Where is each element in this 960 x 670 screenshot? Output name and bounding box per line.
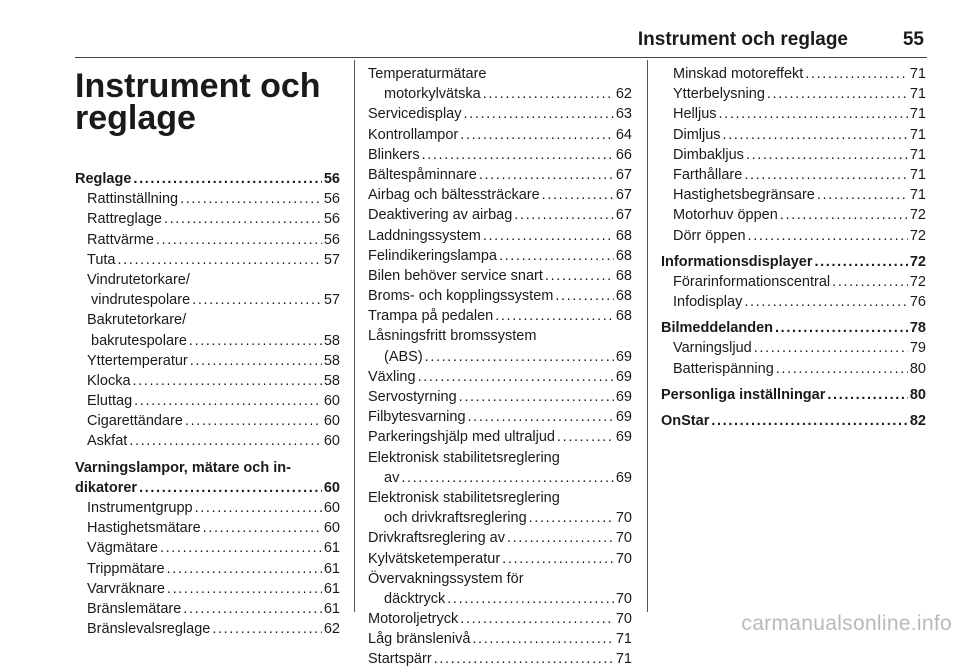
toc-entry-title: Temperaturmätare bbox=[368, 66, 487, 82]
toc-entry-page: 69 bbox=[615, 368, 632, 385]
dot-leader bbox=[499, 246, 614, 266]
toc-entry[interactable] bbox=[661, 338, 926, 358]
toc-entry[interactable] bbox=[661, 84, 926, 104]
toc-entry-title: Klocka bbox=[87, 372, 131, 389]
toc-entry-title: Elektronisk stabilitetsreglering bbox=[368, 449, 560, 466]
toc-entry-title: Bilmeddelanden bbox=[661, 320, 773, 337]
column-divider-2 bbox=[647, 60, 648, 612]
toc-entry-page: 61 bbox=[323, 580, 340, 597]
toc-entry[interactable] bbox=[661, 64, 926, 84]
dot-leader bbox=[827, 385, 907, 405]
toc-entry-page: 71 bbox=[909, 66, 926, 82]
toc-entry[interactable] bbox=[75, 169, 340, 189]
toc-entry[interactable] bbox=[661, 385, 926, 405]
toc-entry-title: Filbytesvarning bbox=[368, 409, 466, 426]
toc-entry-title: Kylvätsketemperatur bbox=[368, 550, 501, 567]
header-divider bbox=[75, 57, 927, 58]
dot-leader bbox=[425, 347, 614, 367]
toc-entry[interactable] bbox=[368, 205, 632, 225]
toc-entry[interactable] bbox=[368, 266, 632, 286]
dot-leader bbox=[748, 226, 908, 246]
toc-entry-page: 80 bbox=[909, 386, 926, 403]
toc-entry[interactable] bbox=[75, 498, 340, 518]
toc-entry[interactable] bbox=[368, 64, 632, 84]
dot-leader bbox=[195, 498, 322, 518]
toc-entry-title: Vägmätare bbox=[87, 540, 158, 557]
toc-entry[interactable] bbox=[661, 104, 926, 124]
toc-entry-page: 70 bbox=[615, 530, 632, 547]
toc-entry[interactable] bbox=[368, 468, 632, 488]
toc-entry[interactable] bbox=[75, 619, 340, 639]
dot-leader bbox=[744, 165, 908, 185]
toc-entry-page: 70 bbox=[615, 510, 632, 527]
toc-entry[interactable] bbox=[75, 209, 340, 229]
toc-entry-title: Felindikeringslampa bbox=[368, 247, 497, 264]
toc-entry[interactable] bbox=[661, 252, 926, 272]
toc-entry[interactable] bbox=[368, 347, 632, 367]
toc-entry-page: 60 bbox=[323, 500, 340, 516]
toc-entry[interactable] bbox=[661, 165, 926, 185]
toc-entry-page: 69 bbox=[615, 389, 632, 405]
toc-entry-page: 80 bbox=[909, 360, 926, 377]
toc-entry-page: 68 bbox=[615, 267, 632, 284]
dot-leader bbox=[160, 538, 322, 558]
toc-entry-title: Trippmätare bbox=[87, 560, 165, 577]
toc-entry[interactable] bbox=[75, 290, 340, 310]
toc-entry[interactable] bbox=[368, 589, 632, 609]
toc-entry[interactable] bbox=[368, 549, 632, 569]
dot-leader bbox=[133, 371, 322, 391]
toc-entry-title: Dimbakljus bbox=[673, 146, 744, 163]
toc-entry[interactable] bbox=[661, 272, 926, 292]
toc-entry[interactable] bbox=[368, 367, 632, 387]
toc-entry[interactable] bbox=[75, 538, 340, 558]
dot-leader bbox=[134, 391, 322, 411]
toc-entry[interactable] bbox=[368, 528, 632, 548]
toc-entry-title: Övervakningssystem för bbox=[368, 570, 524, 587]
toc-entry-title: Askfat bbox=[87, 433, 128, 450]
toc-list-2 bbox=[368, 64, 632, 670]
toc-entry-page: 58 bbox=[323, 332, 340, 349]
dot-leader bbox=[472, 629, 613, 649]
toc-entry-title: Blinkers bbox=[368, 146, 420, 163]
toc-entry-title: Bränslevalsreglage bbox=[87, 621, 211, 638]
chapter-title: Instrument och reglage bbox=[75, 67, 321, 137]
toc-entry-title: Bakrutetorkare/ bbox=[87, 312, 187, 329]
toc-entry-title: Ytterbelysning bbox=[673, 86, 765, 103]
toc-entry-page: 71 bbox=[909, 86, 926, 103]
toc-entry[interactable] bbox=[368, 649, 632, 669]
toc-entry-page: 71 bbox=[615, 631, 632, 648]
toc-entry-page: 78 bbox=[909, 320, 926, 337]
toc-entry[interactable] bbox=[368, 185, 632, 205]
toc-entry[interactable] bbox=[75, 391, 340, 411]
toc-entry[interactable] bbox=[75, 411, 340, 431]
toc-entry[interactable] bbox=[368, 165, 632, 185]
toc-entry[interactable] bbox=[75, 250, 340, 270]
toc-entry-title: Reglage bbox=[75, 171, 132, 187]
toc-entry[interactable] bbox=[368, 629, 632, 649]
toc-entry[interactable] bbox=[75, 189, 340, 209]
toc-entry-title: Cigarettändare bbox=[87, 413, 183, 430]
toc-entry-page: 82 bbox=[909, 413, 926, 429]
toc-entry-title: Rattinställning bbox=[87, 191, 179, 208]
toc-entry-page: 68 bbox=[615, 247, 632, 264]
dot-leader bbox=[483, 84, 614, 104]
toc-entry-title: Elektronisk stabilitetsreglering bbox=[368, 489, 560, 506]
toc-entry-title: Startspärr bbox=[368, 651, 432, 668]
toc-entry-page: 71 bbox=[909, 187, 926, 204]
toc-entry[interactable] bbox=[368, 488, 632, 508]
toc-entry-title: Infodisplay bbox=[673, 294, 743, 311]
dot-leader bbox=[776, 359, 908, 379]
toc-entry[interactable] bbox=[661, 411, 926, 431]
toc-entry-title: och drivkraftsreglering bbox=[384, 510, 527, 527]
toc-list-1 bbox=[75, 169, 340, 639]
toc-entry[interactable] bbox=[661, 125, 926, 145]
dot-leader bbox=[744, 292, 908, 312]
dot-leader bbox=[464, 104, 614, 124]
dot-leader bbox=[723, 125, 908, 145]
dot-leader bbox=[502, 549, 614, 569]
toc-entry-page: 69 bbox=[615, 469, 632, 486]
toc-entry[interactable] bbox=[75, 579, 340, 599]
toc-entry-page: 72 bbox=[909, 227, 926, 244]
toc-entry-title: Broms- och kopplingssystem bbox=[368, 288, 554, 305]
toc-entry-title: Servicedisplay bbox=[368, 106, 462, 123]
toc-entry-title: Dimljus bbox=[673, 126, 721, 143]
toc-entry-page: 79 bbox=[909, 340, 926, 357]
toc-entry[interactable] bbox=[368, 569, 632, 589]
toc-entry-page: 56 bbox=[323, 191, 340, 208]
toc-entry-title: Batterispänning bbox=[673, 360, 774, 377]
toc-entry-title: bakrutespolare bbox=[91, 332, 187, 349]
dot-leader bbox=[767, 84, 908, 104]
dot-leader bbox=[557, 427, 614, 447]
dot-leader bbox=[495, 306, 614, 326]
toc-entry-page: 60 bbox=[323, 479, 340, 496]
dot-leader bbox=[129, 431, 322, 451]
dot-leader bbox=[754, 338, 908, 358]
toc-entry-page: 70 bbox=[615, 590, 632, 607]
toc-entry[interactable] bbox=[368, 246, 632, 266]
dot-leader bbox=[164, 209, 322, 229]
toc-entry-title: OnStar bbox=[661, 413, 710, 429]
toc-entry-page: 66 bbox=[615, 146, 632, 163]
toc-entry-page: 56 bbox=[323, 211, 340, 228]
column-divider-1 bbox=[354, 60, 355, 612]
toc-entry-page: 67 bbox=[615, 166, 632, 183]
toc-entry[interactable] bbox=[368, 427, 632, 447]
dot-leader bbox=[401, 468, 614, 488]
toc-entry[interactable] bbox=[368, 326, 632, 346]
dot-leader bbox=[775, 318, 908, 338]
dot-leader bbox=[447, 589, 614, 609]
dot-leader bbox=[555, 286, 614, 306]
toc-entry-title: Servostyrning bbox=[368, 389, 457, 405]
toc-entry-title: Laddningssystem bbox=[368, 227, 481, 244]
toc-entry-page: 64 bbox=[615, 126, 632, 143]
dot-leader bbox=[507, 528, 614, 548]
toc-entry[interactable] bbox=[661, 226, 926, 246]
toc-entry-title: Växling bbox=[368, 368, 416, 385]
toc-entry[interactable] bbox=[75, 559, 340, 579]
dot-leader bbox=[460, 609, 614, 629]
dot-leader bbox=[711, 411, 908, 431]
toc-entry-title: Rattreglage bbox=[87, 211, 162, 228]
toc-entry-page: 68 bbox=[615, 288, 632, 305]
toc-entry-title: Minskad motoreffekt bbox=[673, 66, 804, 82]
toc-entry-title: Eluttag bbox=[87, 393, 133, 410]
dot-leader bbox=[780, 205, 908, 225]
toc-entry-page: 68 bbox=[615, 308, 632, 325]
toc-entry-page: 57 bbox=[323, 292, 340, 309]
toc-entry-page: 60 bbox=[323, 433, 340, 450]
toc-entry-title: Vindrutetorkare/ bbox=[87, 271, 190, 288]
dot-leader bbox=[479, 165, 614, 185]
toc-entry[interactable] bbox=[75, 518, 340, 538]
toc-entry-page: 62 bbox=[615, 86, 632, 103]
toc-entry-title: Deaktivering av airbag bbox=[368, 207, 513, 224]
toc-entry-page: 68 bbox=[615, 227, 632, 244]
toc-entry[interactable] bbox=[75, 270, 340, 290]
watermark-brand: carmanualsonline.info bbox=[741, 612, 952, 635]
dot-leader bbox=[183, 599, 322, 619]
toc-entry-page: 70 bbox=[615, 550, 632, 567]
toc-entry[interactable] bbox=[75, 310, 340, 330]
toc-entry[interactable] bbox=[75, 458, 340, 478]
dot-leader bbox=[545, 266, 614, 286]
dot-leader bbox=[814, 252, 907, 272]
dot-leader bbox=[460, 125, 614, 145]
toc-entry-page: 62 bbox=[323, 621, 340, 638]
toc-entry[interactable] bbox=[661, 145, 926, 165]
toc-entry-title: Hastighetsmätare bbox=[87, 520, 201, 537]
toc-entry-title: Varningsljud bbox=[673, 340, 752, 357]
toc-entry[interactable] bbox=[368, 387, 632, 407]
toc-entry[interactable] bbox=[368, 125, 632, 145]
toc-entry-title: däcktryck bbox=[384, 590, 446, 607]
toc-entry-page: 76 bbox=[909, 294, 926, 311]
running-header-title: Instrument och reglage bbox=[637, 29, 848, 50]
toc-entry[interactable] bbox=[368, 407, 632, 427]
toc-entry-page: 60 bbox=[323, 520, 340, 537]
toc-entry[interactable] bbox=[661, 185, 926, 205]
dot-leader bbox=[185, 411, 322, 431]
toc-entry-page: 72 bbox=[909, 273, 926, 290]
dot-leader bbox=[483, 226, 614, 246]
dot-leader bbox=[212, 619, 322, 639]
toc-entry-title: Parkeringshjälp med ultraljud bbox=[368, 429, 555, 446]
toc-entry-page: 60 bbox=[323, 393, 340, 410]
dot-leader bbox=[468, 407, 614, 427]
toc-entry[interactable] bbox=[75, 431, 340, 451]
dot-leader bbox=[180, 189, 322, 209]
toc-entry-title: Personliga inställningar bbox=[661, 386, 826, 403]
toc-entry-title: Motoroljetryck bbox=[368, 611, 459, 628]
toc-entry[interactable] bbox=[75, 230, 340, 250]
dot-leader bbox=[805, 64, 908, 84]
toc-entry-title: Informationsdisplayer bbox=[661, 253, 813, 270]
dot-leader bbox=[156, 230, 322, 250]
toc-entry-page: 61 bbox=[323, 600, 340, 617]
toc-entry-page: 69 bbox=[615, 429, 632, 446]
toc-entry[interactable] bbox=[368, 286, 632, 306]
toc-entry-page: 71 bbox=[909, 146, 926, 163]
toc-entry-title: Förarinformationscentral bbox=[673, 273, 831, 290]
toc-entry-title: Rattvärme bbox=[87, 231, 154, 248]
toc-entry-page: 63 bbox=[615, 106, 632, 123]
toc-entry[interactable] bbox=[368, 84, 632, 104]
toc-entry-title: Tuta bbox=[87, 251, 116, 268]
toc-entry-title: Varvräknare bbox=[87, 580, 165, 597]
dot-leader bbox=[190, 351, 322, 371]
toc-entry-title: Drivkraftsreglering av bbox=[368, 530, 505, 547]
toc-entry[interactable] bbox=[75, 331, 340, 351]
dot-leader bbox=[139, 478, 322, 498]
toc-entry[interactable] bbox=[368, 448, 632, 468]
toc-entry-title: Airbag och bältessträckare bbox=[368, 187, 540, 204]
dot-leader bbox=[167, 559, 322, 579]
toc-entry[interactable] bbox=[661, 359, 926, 379]
toc-entry-page: 61 bbox=[323, 560, 340, 577]
dot-leader bbox=[459, 387, 614, 407]
toc-entry-page: 56 bbox=[323, 171, 340, 187]
toc-entry-title: Låg bränslenivå bbox=[368, 631, 471, 648]
toc-entry-title: motorkylvätska bbox=[384, 86, 481, 103]
toc-entry-title: Låsningsfritt bromssystem bbox=[368, 328, 537, 345]
toc-entry[interactable] bbox=[368, 508, 632, 528]
toc-entry-page: 58 bbox=[323, 352, 340, 369]
toc-entry[interactable] bbox=[368, 104, 632, 124]
toc-entry-title: Trampa på pedalen bbox=[368, 308, 494, 325]
dot-leader bbox=[746, 145, 908, 165]
dot-leader bbox=[832, 272, 908, 292]
toc-entry-page: 72 bbox=[909, 253, 926, 270]
toc-entry-title: Bältespåminnare bbox=[368, 166, 477, 183]
toc-entry[interactable] bbox=[368, 145, 632, 165]
toc-entry[interactable] bbox=[661, 318, 926, 338]
toc-entry-page: 67 bbox=[615, 187, 632, 204]
dot-leader bbox=[422, 145, 614, 165]
dot-leader bbox=[719, 104, 908, 124]
page-header bbox=[0, 0, 960, 60]
toc-entry[interactable] bbox=[75, 351, 340, 371]
toc-entry-title: Yttertemperatur bbox=[87, 352, 188, 369]
toc-entry-title: Instrumentgrupp bbox=[87, 500, 193, 516]
toc-entry[interactable] bbox=[368, 609, 632, 629]
dot-leader bbox=[434, 649, 614, 669]
dot-leader bbox=[542, 185, 614, 205]
toc-entry[interactable] bbox=[75, 478, 340, 498]
toc-entry-title: Varningslampor, mätare och in- bbox=[75, 459, 291, 476]
toc-entry-title: (ABS) bbox=[384, 348, 423, 365]
toc-entry-page: 56 bbox=[323, 231, 340, 248]
dot-leader bbox=[167, 579, 322, 599]
toc-entry-title: av bbox=[384, 469, 400, 486]
toc-entry-title: Helljus bbox=[673, 106, 717, 123]
toc-entry[interactable] bbox=[75, 599, 340, 619]
toc-entry-page: 61 bbox=[323, 540, 340, 557]
toc-entry[interactable] bbox=[75, 371, 340, 391]
toc-entry[interactable] bbox=[661, 292, 926, 312]
toc-entry[interactable] bbox=[368, 306, 632, 326]
toc-entry-page: 71 bbox=[909, 126, 926, 143]
toc-entry-page: 58 bbox=[323, 372, 340, 389]
toc-entry-page: 71 bbox=[909, 166, 926, 183]
dot-leader bbox=[189, 331, 322, 351]
toc-list-3 bbox=[661, 64, 926, 431]
toc-entry-title: dikatorer bbox=[75, 479, 138, 496]
toc-entry-title: Motorhuv öppen bbox=[673, 207, 778, 224]
toc-entry[interactable] bbox=[661, 205, 926, 225]
toc-entry-page: 67 bbox=[615, 207, 632, 224]
page-number: 55 bbox=[902, 29, 924, 50]
toc-entry-page: 69 bbox=[615, 348, 632, 365]
dot-leader bbox=[192, 290, 322, 310]
dot-leader bbox=[817, 185, 908, 205]
toc-entry-title: Farthållare bbox=[673, 166, 743, 183]
toc-entry-page: 70 bbox=[615, 611, 632, 628]
dot-leader bbox=[514, 205, 614, 225]
dot-leader bbox=[117, 250, 321, 270]
toc-entry-page: 57 bbox=[323, 251, 340, 268]
toc-entry-page: 71 bbox=[909, 106, 926, 123]
toc-entry[interactable] bbox=[368, 226, 632, 246]
toc-entry-title: Hastighetsbegränsare bbox=[673, 187, 815, 204]
toc-entry-page: 71 bbox=[615, 651, 632, 668]
dot-leader bbox=[418, 367, 614, 387]
dot-leader bbox=[529, 508, 614, 528]
toc-entry-title: Dörr öppen bbox=[673, 227, 746, 244]
dot-leader bbox=[133, 169, 321, 189]
toc-entry-page: 69 bbox=[615, 409, 632, 426]
toc-entry-page: 60 bbox=[323, 413, 340, 430]
toc-entry-title: Bränslemätare bbox=[87, 600, 182, 617]
toc-entry-title: vindrutespolare bbox=[91, 292, 191, 309]
dot-leader bbox=[203, 518, 322, 538]
toc-entry-title: Bilen behöver service snart bbox=[368, 267, 543, 284]
toc-entry-page: 72 bbox=[909, 207, 926, 224]
toc-entry-title: Kontrollampor bbox=[368, 126, 459, 143]
